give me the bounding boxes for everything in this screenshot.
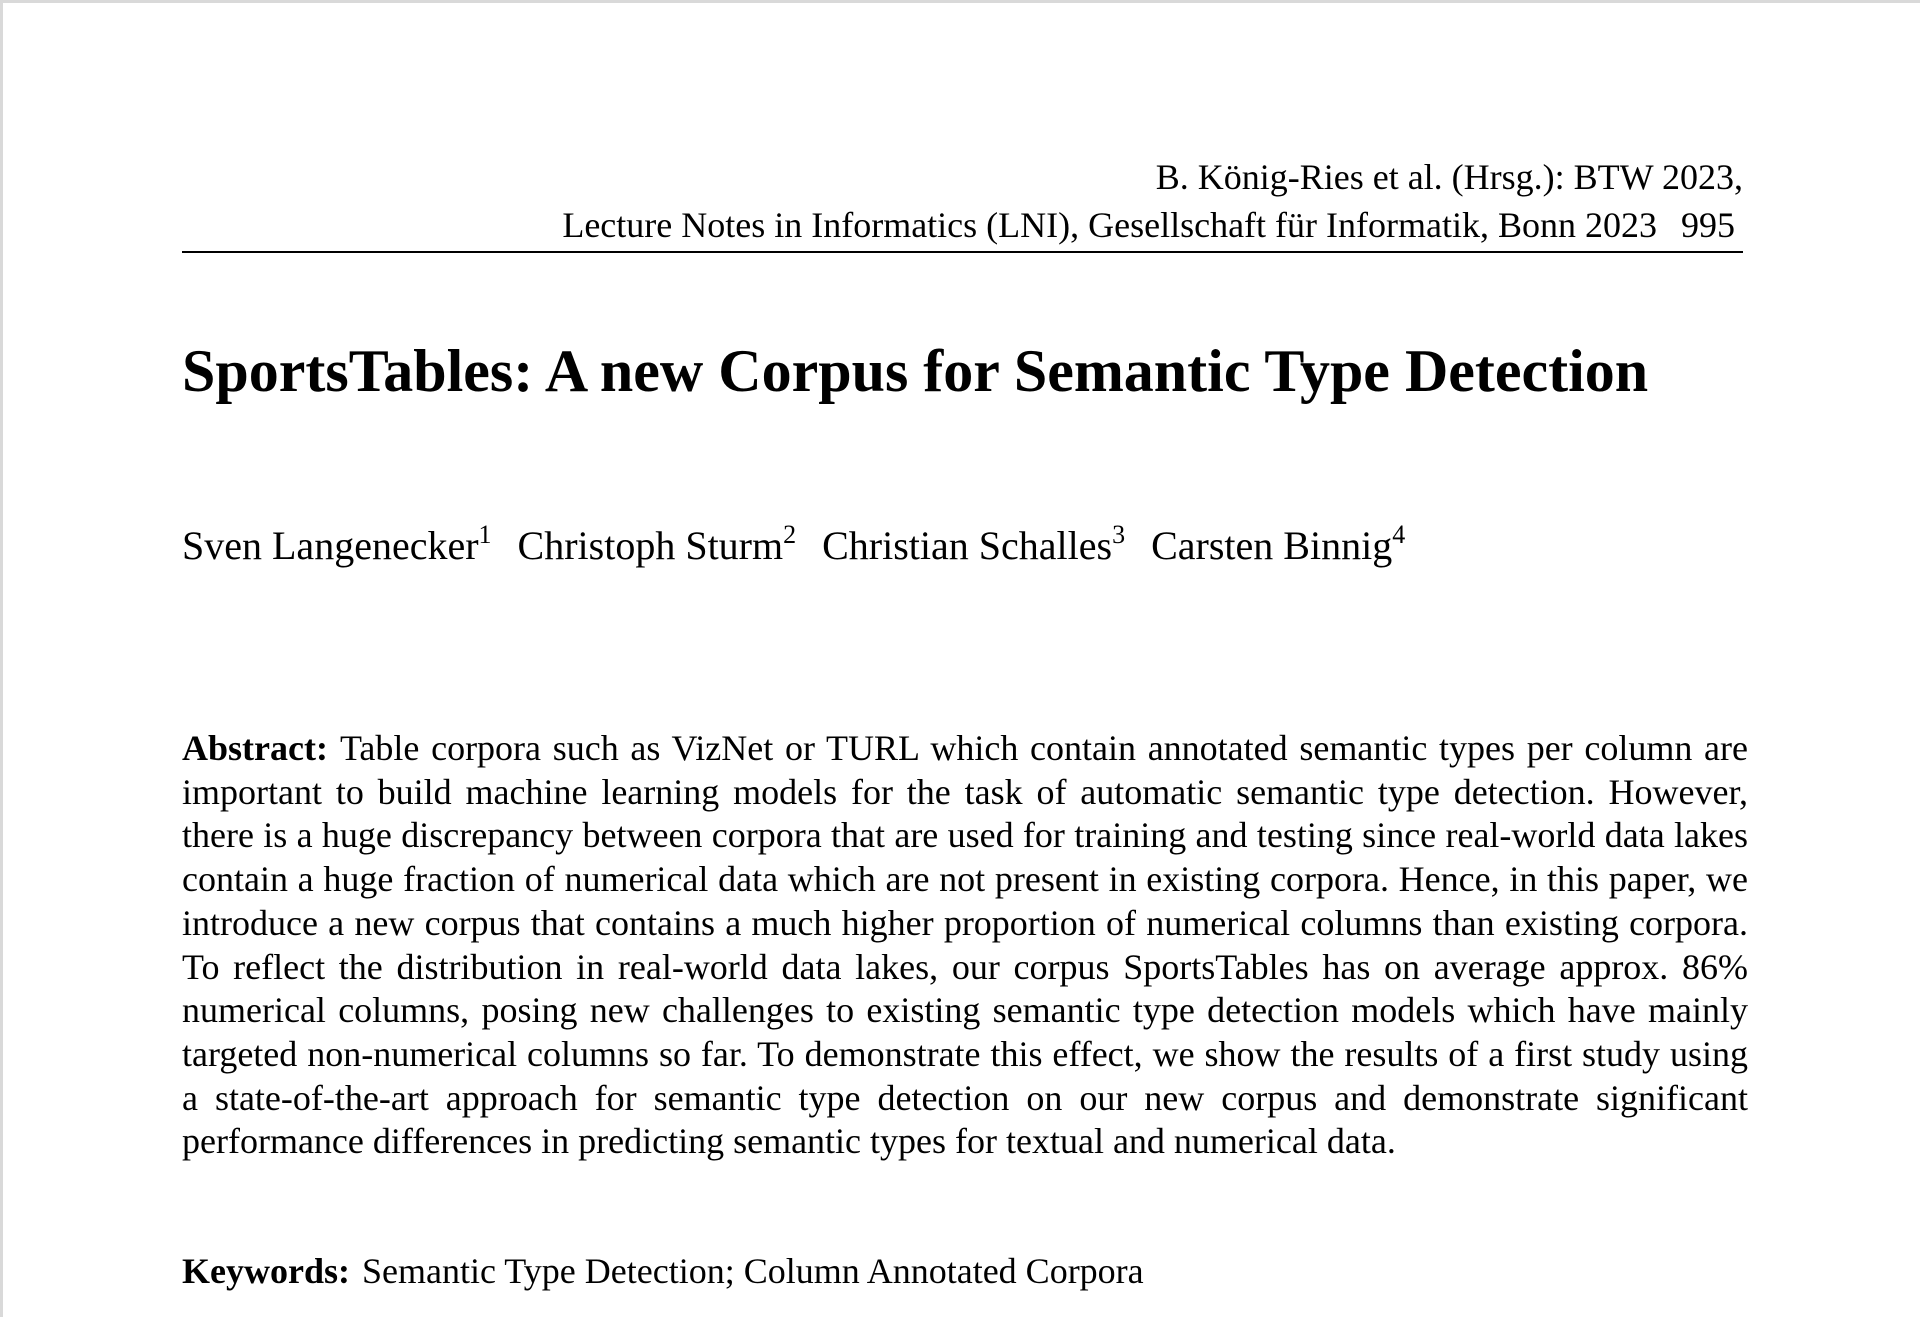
author-name: Sven Langenecker — [182, 523, 479, 568]
keywords-label: Keywords: — [182, 1251, 350, 1291]
header-citation: B. König-Ries et al. (Hrsg.): BTW 2023, — [1155, 157, 1743, 197]
author — [182, 520, 492, 568]
header-series — [182, 201, 1743, 249]
author-footnote-mark: 2 — [783, 520, 797, 549]
paper-title: SportsTables: A new Corpus for Semantic Type Detection — [182, 338, 1649, 404]
author — [822, 520, 1126, 568]
keywords-text: Semantic Type Detection; Column Annotated Corpora — [361, 1251, 1144, 1291]
author-name: Carsten Binnig — [1151, 523, 1393, 568]
abstract-text: Table corpora such as VizNet or TURL which contain annotated semantic types per column are important to build machine learning models for the task of automatic semantic type detection. However, there is a huge discrepancy between corpora that are used for training and testing since real-world data lakes contain a huge fraction of numerical data which are not present in existing corpora. Hence, in this paper, we introduce a new corpus that contains a much higher proportion of numerical columns than existing corpora. To reflect the distribution in real-world data lakes, our corpus SportsTables has on average approx. 86% numerical columns, posing new challenges to existing semantic type detection models which have mainly targeted non-numerical columns so far. To demonstrate this effect, we show the results of a first study using a state-of-the-art approach for semantic type detection on our new corpus and demonstrate significant performance differences in predicting semantic types for textual and numerical data. — [182, 728, 1748, 1162]
header-rule — [182, 251, 1743, 253]
author-footnote-mark: 4 — [1392, 520, 1406, 549]
author — [1151, 520, 1406, 568]
running-header — [182, 153, 1743, 249]
keywords — [182, 1247, 1144, 1295]
author-name: Christian Schalles — [822, 523, 1113, 568]
page-number: 995 — [1681, 205, 1735, 245]
author-footnote-mark: 3 — [1112, 520, 1126, 549]
abstract — [182, 727, 1748, 1164]
author-footnote-mark: 1 — [478, 520, 492, 549]
abstract-label: Abstract: — [182, 728, 328, 768]
author-list — [182, 518, 1405, 574]
author — [517, 520, 797, 568]
author-name: Christoph Sturm — [517, 523, 784, 568]
header-series-text: Lecture Notes in Informatics (LNI), Gesellschaft für Informatik, Bonn 2023 — [562, 205, 1657, 245]
